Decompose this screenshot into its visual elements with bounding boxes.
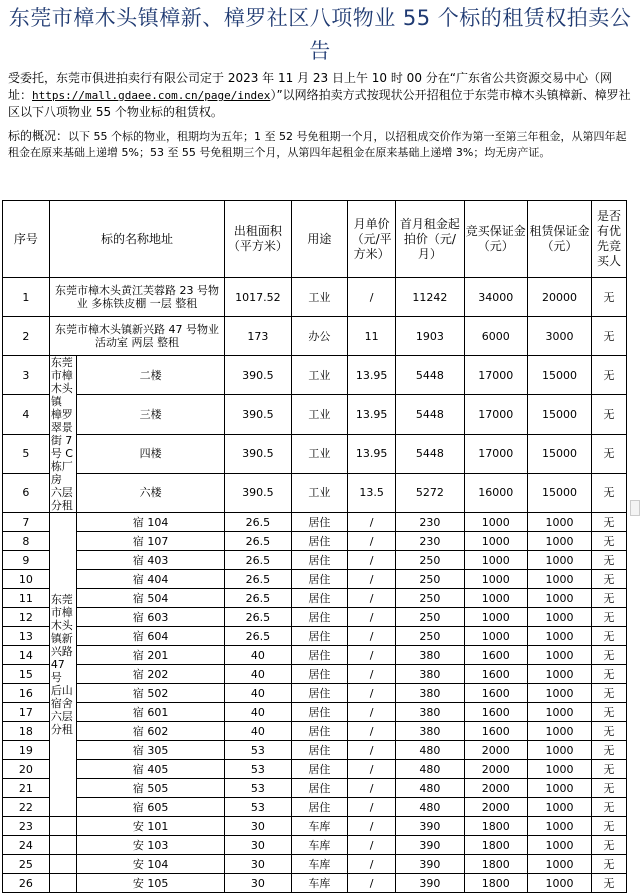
lot-unit-price: /: [348, 855, 396, 874]
lot-lease-deposit: 1000: [527, 627, 591, 646]
header-cell: 出租面积（平方米）: [225, 201, 291, 278]
lot-area: 173: [225, 317, 291, 356]
lot-area: 53: [225, 779, 291, 798]
lot-unit-price: /: [348, 570, 396, 589]
lot-name: 安 105: [77, 874, 225, 893]
lot-priority: 无: [592, 513, 627, 532]
lot-bid-deposit: 1800: [464, 874, 527, 893]
lot-unit-price: /: [348, 532, 396, 551]
lot-unit-price: /: [348, 798, 396, 817]
row-number: 18: [3, 722, 50, 741]
lot-priority: 无: [592, 570, 627, 589]
lot-name: 安 101: [77, 817, 225, 836]
table-row: [3, 513, 627, 532]
lot-priority: 无: [592, 646, 627, 665]
lot-area: 26.5: [225, 551, 291, 570]
lot-bid-deposit: 17000: [464, 356, 527, 395]
lot-unit-price: 13.5: [348, 473, 396, 512]
lot-unit-price: /: [348, 874, 396, 893]
row-number: 11: [3, 589, 50, 608]
lot-priority: 无: [592, 665, 627, 684]
lot-bid-deposit: 2000: [464, 779, 527, 798]
lot-area: 26.5: [225, 532, 291, 551]
lot-priority: 无: [592, 741, 627, 760]
header-cell: 首月租金起拍价（元/月）: [396, 201, 465, 278]
lot-start-rent: 250: [396, 551, 465, 570]
lot-area: 390.5: [225, 395, 291, 434]
overview-text: 以下 55 个标的物业，租期均为五年；1 至 52 号免租期一个月，以招租成交价作为第一至第三年租金，从第四年起租金在原来基础上递增 5%；53 至 55 号免租期三个月，从第四年起租金在原来基础上递增 3%；均无房产证。: [8, 130, 627, 159]
lot-name: 宿 504: [77, 589, 225, 608]
lot-name: 宿 604: [77, 627, 225, 646]
lot-area: 30: [225, 855, 291, 874]
lot-use: 居住: [291, 779, 348, 798]
lot-bid-deposit: 2000: [464, 741, 527, 760]
lot-bid-deposit: 1600: [464, 703, 527, 722]
lot-unit-price: 11: [348, 317, 396, 356]
lot-name: 宿 305: [77, 741, 225, 760]
table-row: [3, 473, 627, 512]
table-row: [3, 627, 627, 646]
lot-use: 居住: [291, 646, 348, 665]
table-row: [3, 570, 627, 589]
header-cell: 标的名称地址: [49, 201, 224, 278]
row-number: 25: [3, 855, 50, 874]
lot-bid-deposit: 1000: [464, 570, 527, 589]
table-row: [3, 278, 627, 317]
lot-use: 居住: [291, 608, 348, 627]
lot-area: 30: [225, 817, 291, 836]
table-row: [3, 434, 627, 473]
lot-priority: 无: [592, 627, 627, 646]
lot-unit-price: 13.95: [348, 356, 396, 395]
lot-area: 40: [225, 722, 291, 741]
lot-use: 居住: [291, 703, 348, 722]
lot-priority: 无: [592, 356, 627, 395]
lot-lease-deposit: 1000: [527, 608, 591, 627]
lot-priority: 无: [592, 317, 627, 356]
lot-use: 居住: [291, 741, 348, 760]
lot-priority: 无: [592, 779, 627, 798]
lot-area: 390.5: [225, 473, 291, 512]
table-row: [3, 551, 627, 570]
lot-unit-price: 13.95: [348, 395, 396, 434]
lot-bid-deposit: 1000: [464, 608, 527, 627]
lot-bid-deposit: 1600: [464, 722, 527, 741]
table-row: [3, 798, 627, 817]
lot-name: 宿 602: [77, 722, 225, 741]
table-row: [3, 532, 627, 551]
lot-lease-deposit: 1000: [527, 703, 591, 722]
lot-priority: 无: [592, 589, 627, 608]
lot-priority: 无: [592, 817, 627, 836]
row-number: 6: [3, 473, 50, 512]
empty-cell: [49, 874, 76, 893]
lot-start-rent: 380: [396, 684, 465, 703]
lot-priority: 无: [592, 703, 627, 722]
row-number: 20: [3, 760, 50, 779]
lot-lease-deposit: 15000: [527, 434, 591, 473]
empty-cell: [49, 836, 76, 855]
lot-priority: 无: [592, 532, 627, 551]
lot-priority: 无: [592, 278, 627, 317]
lot-name: 宿 404: [77, 570, 225, 589]
lot-unit-price: /: [348, 722, 396, 741]
table-row: [3, 589, 627, 608]
lot-use: 居住: [291, 760, 348, 779]
lot-lease-deposit: 1000: [527, 551, 591, 570]
lot-bid-deposit: 1800: [464, 836, 527, 855]
lot-lease-deposit: 15000: [527, 395, 591, 434]
row-number: 19: [3, 741, 50, 760]
overview-lead: 标的概况：: [8, 129, 69, 143]
lot-lease-deposit: 3000: [527, 317, 591, 356]
lot-area: 26.5: [225, 589, 291, 608]
lot-priority: 无: [592, 434, 627, 473]
lot-lease-deposit: 1000: [527, 646, 591, 665]
lot-bid-deposit: 1000: [464, 589, 527, 608]
table-row: [3, 317, 627, 356]
lot-start-rent: 480: [396, 741, 465, 760]
lot-lease-deposit: 1000: [527, 836, 591, 855]
lot-start-rent: 230: [396, 532, 465, 551]
lot-lease-deposit: 1000: [527, 532, 591, 551]
lot-name: 宿 403: [77, 551, 225, 570]
lot-start-rent: 380: [396, 703, 465, 722]
header-cell: 序号: [3, 201, 50, 278]
lot-name: 宿 502: [77, 684, 225, 703]
lot-name: 三楼: [77, 395, 225, 434]
lot-area: 26.5: [225, 608, 291, 627]
lot-unit-price: /: [348, 551, 396, 570]
lot-lease-deposit: 1000: [527, 513, 591, 532]
lot-use: 车库: [291, 817, 348, 836]
lot-lease-deposit: 1000: [527, 684, 591, 703]
lot-start-rent: 390: [396, 855, 465, 874]
lot-unit-price: /: [348, 779, 396, 798]
row-number: 23: [3, 817, 50, 836]
lot-lease-deposit: 1000: [527, 722, 591, 741]
page-title: 东莞市樟木头镇樟新、樟罗社区八项物业 55 个标的租赁权拍卖公告: [8, 6, 632, 63]
overview-paragraph: [8, 128, 634, 161]
lot-name: 宿 107: [77, 532, 225, 551]
lot-bid-deposit: 17000: [464, 395, 527, 434]
lot-start-rent: 380: [396, 722, 465, 741]
lot-use: 办公: [291, 317, 348, 356]
row-number: 21: [3, 779, 50, 798]
lot-start-rent: 250: [396, 589, 465, 608]
lot-start-rent: 390: [396, 817, 465, 836]
lot-start-rent: 480: [396, 779, 465, 798]
lot-unit-price: /: [348, 278, 396, 317]
lot-start-rent: 390: [396, 836, 465, 855]
lot-lease-deposit: 1000: [527, 665, 591, 684]
row-number: 1: [3, 278, 50, 317]
lot-lease-deposit: 1000: [527, 741, 591, 760]
lot-use: 居住: [291, 570, 348, 589]
empty-cell: [49, 817, 76, 836]
row-number: 3: [3, 356, 50, 395]
lot-name: 宿 605: [77, 798, 225, 817]
lot-lease-deposit: 1000: [527, 589, 591, 608]
lot-lease-deposit: 1000: [527, 855, 591, 874]
lot-lease-deposit: 15000: [527, 356, 591, 395]
lot-area: 30: [225, 874, 291, 893]
lot-start-rent: 1903: [396, 317, 465, 356]
header-cell: 竞买保证金（元）: [464, 201, 527, 278]
lot-priority: 无: [592, 798, 627, 817]
lot-use: 居住: [291, 627, 348, 646]
lot-use: 工业: [291, 473, 348, 512]
header-cell: 租赁保证金（元）: [527, 201, 591, 278]
lot-area: 1017.52: [225, 278, 291, 317]
lot-name: 东莞市樟木头黄江芙蓉路 23 号物业 多栋铁皮棚 一层 整租: [49, 278, 224, 317]
lot-priority: 无: [592, 760, 627, 779]
lot-bid-deposit: 2000: [464, 760, 527, 779]
lot-bid-deposit: 1600: [464, 665, 527, 684]
lot-start-rent: 250: [396, 570, 465, 589]
table-row: [3, 760, 627, 779]
table-row: [3, 646, 627, 665]
table-row: [3, 703, 627, 722]
lot-unit-price: /: [348, 513, 396, 532]
lot-start-rent: 11242: [396, 278, 465, 317]
lot-start-rent: 250: [396, 627, 465, 646]
lot-lease-deposit: 1000: [527, 798, 591, 817]
lot-bid-deposit: 1000: [464, 532, 527, 551]
table-row: [3, 722, 627, 741]
lot-lease-deposit: 15000: [527, 473, 591, 512]
lot-name: 四楼: [77, 434, 225, 473]
lot-priority: 无: [592, 684, 627, 703]
lot-bid-deposit: 1600: [464, 684, 527, 703]
lot-priority: 无: [592, 608, 627, 627]
lot-area: 26.5: [225, 513, 291, 532]
lot-area: 53: [225, 798, 291, 817]
lot-bid-deposit: 2000: [464, 798, 527, 817]
lot-lease-deposit: 1000: [527, 817, 591, 836]
lot-start-rent: 5448: [396, 395, 465, 434]
table-row: [3, 356, 627, 395]
row-number: 8: [3, 532, 50, 551]
lot-name: 二楼: [77, 356, 225, 395]
row-number: 17: [3, 703, 50, 722]
lot-priority: 无: [592, 836, 627, 855]
lot-bid-deposit: 1600: [464, 646, 527, 665]
lot-start-rent: 480: [396, 798, 465, 817]
lot-start-rent: 5448: [396, 434, 465, 473]
lot-use: 车库: [291, 855, 348, 874]
header-cell: 是否有优先竞买人: [592, 201, 627, 278]
lot-priority: 无: [592, 722, 627, 741]
row-number: 22: [3, 798, 50, 817]
lot-unit-price: /: [348, 703, 396, 722]
lot-lease-deposit: 1000: [527, 779, 591, 798]
row-number: 14: [3, 646, 50, 665]
lot-bid-deposit: 1000: [464, 551, 527, 570]
intro-paragraph: [8, 70, 634, 121]
lot-unit-price: /: [348, 760, 396, 779]
lot-table: [2, 200, 627, 893]
table-row: [3, 665, 627, 684]
table-row: [3, 874, 627, 893]
table-header-row: [3, 201, 627, 278]
lot-lease-deposit: 1000: [527, 570, 591, 589]
lot-use: 居住: [291, 798, 348, 817]
lot-area: 390.5: [225, 356, 291, 395]
lot-unit-price: /: [348, 608, 396, 627]
lot-name: 宿 202: [77, 665, 225, 684]
lot-unit-price: /: [348, 836, 396, 855]
row-number: 7: [3, 513, 50, 532]
lot-lease-deposit: 1000: [527, 760, 591, 779]
lot-use: 工业: [291, 356, 348, 395]
lot-bid-deposit: 34000: [464, 278, 527, 317]
row-number: 9: [3, 551, 50, 570]
lot-name: 宿 201: [77, 646, 225, 665]
lot-name: 东莞市樟木头镇新兴路 47 号物业 活动室 两层 整租: [49, 317, 224, 356]
lot-name: 宿 104: [77, 513, 225, 532]
lot-bid-deposit: 1800: [464, 855, 527, 874]
lot-area: 53: [225, 760, 291, 779]
lot-use: 居住: [291, 589, 348, 608]
lot-use: 工业: [291, 434, 348, 473]
lot-unit-price: 13.95: [348, 434, 396, 473]
lot-area: 390.5: [225, 434, 291, 473]
lot-use: 居住: [291, 551, 348, 570]
table-row: [3, 817, 627, 836]
lot-bid-deposit: 1000: [464, 513, 527, 532]
row-number: 16: [3, 684, 50, 703]
intro-text-2: ）”以网络拍卖方式按现状公开招租位于东莞市樟木头镇樟新、樟罗社区以下八项物业 55 个物业标的租赁权。: [8, 88, 631, 119]
lot-unit-price: /: [348, 741, 396, 760]
table-row: [3, 741, 627, 760]
lot-start-rent: 380: [396, 665, 465, 684]
auction-url-link[interactable]: https://mall.gdaee.com.cn/page/index: [32, 89, 271, 102]
lot-name: 宿 603: [77, 608, 225, 627]
lot-bid-deposit: 16000: [464, 473, 527, 512]
lot-priority: 无: [592, 473, 627, 512]
lot-lease-deposit: 1000: [527, 874, 591, 893]
row-number: 2: [3, 317, 50, 356]
lot-name: 宿 505: [77, 779, 225, 798]
lot-name: 六楼: [77, 473, 225, 512]
lot-group-address: 东莞市樟木头镇新兴路 47 号 后山宿舍 六层 分租: [49, 513, 76, 817]
lot-start-rent: 230: [396, 513, 465, 532]
empty-cell: [49, 855, 76, 874]
lot-use: 车库: [291, 874, 348, 893]
lot-group-address: 东莞市樟木头镇 樟罗翠景街 7 号 C 栋厂房 六层 分租: [49, 356, 76, 513]
lot-area: 26.5: [225, 570, 291, 589]
lot-start-rent: 250: [396, 608, 465, 627]
lot-bid-deposit: 1800: [464, 817, 527, 836]
lot-start-rent: 390: [396, 874, 465, 893]
lot-use: 居住: [291, 684, 348, 703]
header-cell: 用途: [291, 201, 348, 278]
table-row: [3, 395, 627, 434]
lot-name: 宿 601: [77, 703, 225, 722]
lot-use: 居住: [291, 722, 348, 741]
lot-name: 安 104: [77, 855, 225, 874]
lot-start-rent: 380: [396, 646, 465, 665]
lot-area: 40: [225, 703, 291, 722]
lot-use: 工业: [291, 395, 348, 434]
lot-use: 居住: [291, 665, 348, 684]
lot-bid-deposit: 6000: [464, 317, 527, 356]
lot-use: 居住: [291, 513, 348, 532]
lot-bid-deposit: 17000: [464, 434, 527, 473]
table-row: [3, 836, 627, 855]
lot-unit-price: /: [348, 646, 396, 665]
lot-bid-deposit: 1000: [464, 627, 527, 646]
table-row: [3, 608, 627, 627]
lot-start-rent: 5272: [396, 473, 465, 512]
lot-unit-price: /: [348, 665, 396, 684]
row-number: 13: [3, 627, 50, 646]
lot-unit-price: /: [348, 589, 396, 608]
lot-use: 工业: [291, 278, 348, 317]
intro-text-1: 受委托，东莞市俱进拍卖行有限公司定于 2023 年 11 月 23 日上午 10 时 00 分在“广东省公共资源交易中心（网址：: [8, 71, 612, 102]
table-row: [3, 855, 627, 874]
lot-area: 53: [225, 741, 291, 760]
lot-name: 安 103: [77, 836, 225, 855]
lot-area: 30: [225, 836, 291, 855]
lot-priority: 无: [592, 395, 627, 434]
row-number: 15: [3, 665, 50, 684]
lot-area: 26.5: [225, 627, 291, 646]
lot-use: 居住: [291, 532, 348, 551]
lot-priority: 无: [592, 551, 627, 570]
lot-area: 40: [225, 646, 291, 665]
lot-name: 宿 405: [77, 760, 225, 779]
row-number: 12: [3, 608, 50, 627]
header-cell: 月单价（元/平方米）: [348, 201, 396, 278]
row-number: 10: [3, 570, 50, 589]
lot-unit-price: /: [348, 817, 396, 836]
table-row: [3, 779, 627, 798]
lot-unit-price: /: [348, 684, 396, 703]
row-number: 24: [3, 836, 50, 855]
table-row: [3, 684, 627, 703]
lot-priority: 无: [592, 874, 627, 893]
lot-unit-price: /: [348, 627, 396, 646]
lot-start-rent: 480: [396, 760, 465, 779]
row-number: 26: [3, 874, 50, 893]
row-number: 4: [3, 395, 50, 434]
lot-area: 40: [225, 684, 291, 703]
row-number: 5: [3, 434, 50, 473]
lot-priority: 无: [592, 855, 627, 874]
lot-start-rent: 5448: [396, 356, 465, 395]
lot-lease-deposit: 20000: [527, 278, 591, 317]
lot-area: 40: [225, 665, 291, 684]
lot-use: 车库: [291, 836, 348, 855]
scroll-handle[interactable]: [630, 500, 640, 516]
